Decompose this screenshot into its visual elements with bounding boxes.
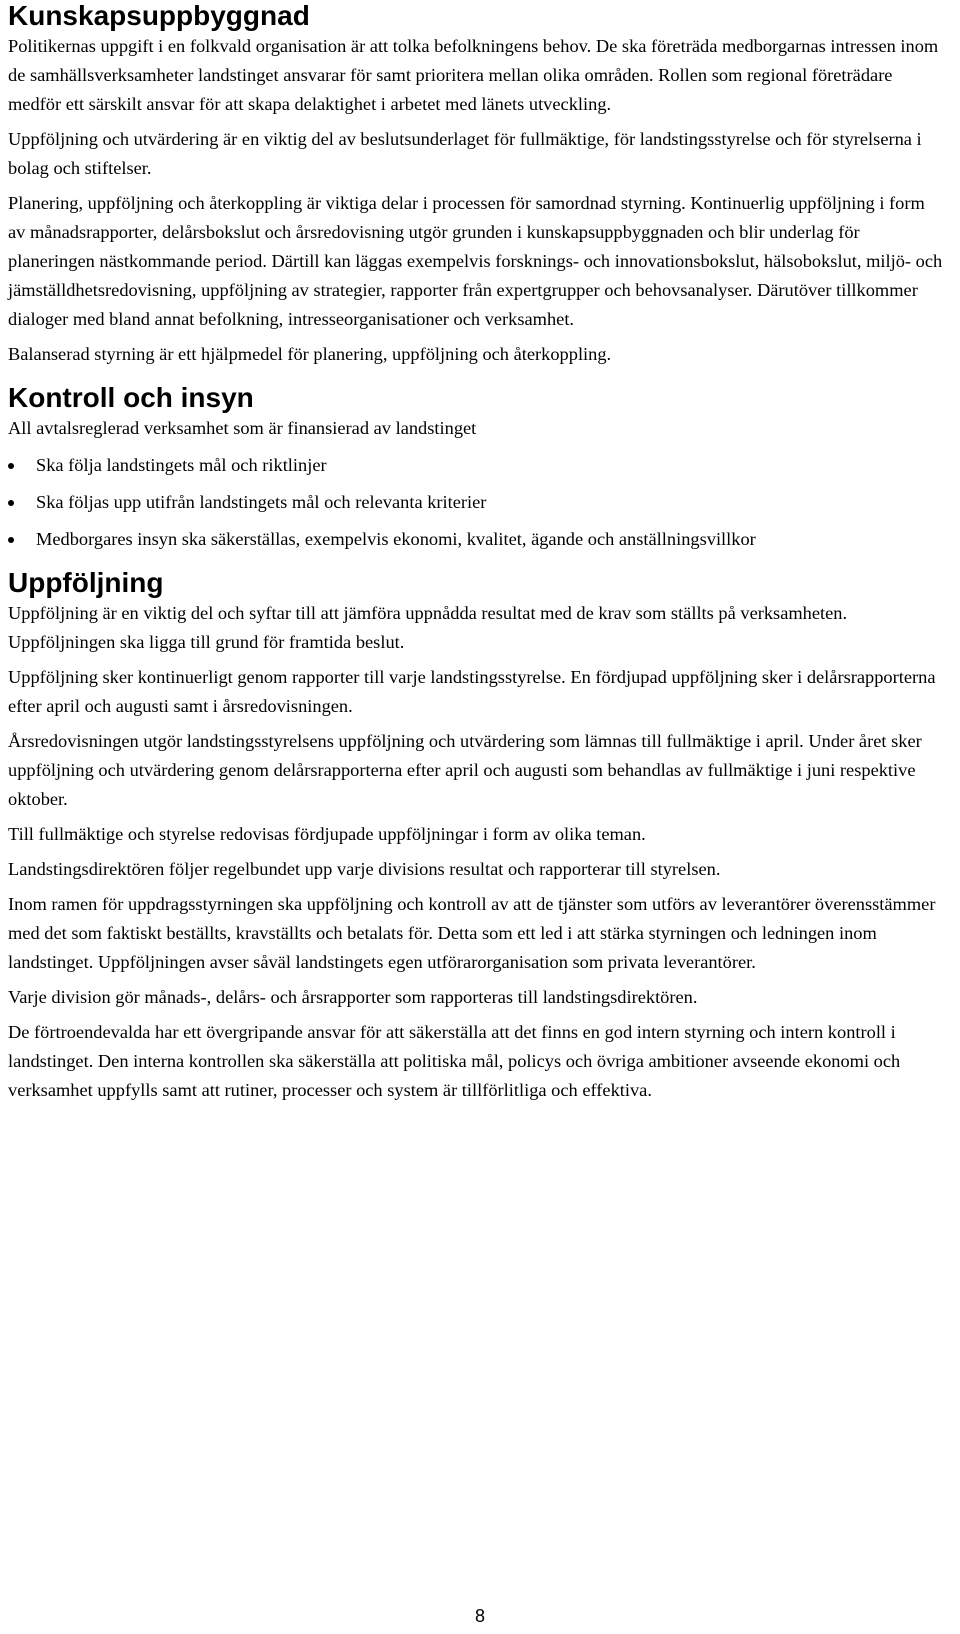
list-item-text: Ska följas upp utifrån landstingets mål och relevanta kriterier <box>36 492 487 512</box>
heading-uppfoljning: Uppföljning <box>8 567 164 598</box>
list-item <box>8 451 946 480</box>
paragraph: Till fullmäktige och styrelse redovisas fördjupade uppföljningar i form av olika teman. <box>8 824 646 844</box>
paragraph: Uppföljning och utvärdering är en viktig del av beslutsunderlaget för fullmäktige, för landstingsstyrelse och för styrelserna i bolag och stiftelser. <box>8 129 922 178</box>
paragraph: Politikernas uppgift i en folkvald organisation är att tolka befolkningens behov. De ska företräda medborgarnas intressen inom de samhällsverksamheter landstinget ansvarar för samt prioritera mellan olika områden. Rollen som regional företrädare medför ett särskilt ansvar för att skapa delaktighet i arbetet med länets utveckling. <box>8 36 939 114</box>
heading-kunskapsuppbyggnad: Kunskapsuppbyggnad <box>8 0 310 31</box>
paragraph: Planering, uppföljning och återkoppling är viktiga delar i processen för samordnad styrning. Kontinuerlig uppföljning i form av månadsrapporter, delårsbokslut och årsredovisning utgör grunden i kunskapsuppbyggnaden och blir underlag för planeringen nästkommande period. Därtill kan läggas exempelvis forsknings- och innovationsbokslut, hälsobokslut, miljö- och jämställdhetsredovisning, uppföljning av strategier, rapporter från expertgrupper och behovsanalyser. Därutöver tillkommer dialoger med bland annat befolkning, intresseorganisationer och verksamhet. <box>8 193 943 329</box>
heading-kontroll-och-insyn: Kontroll och insyn <box>8 382 254 413</box>
bullet-list <box>8 451 946 554</box>
paragraph: All avtalsreglerad verksamhet som är finansierad av landstinget <box>8 418 477 438</box>
paragraph: Landstingsdirektören följer regelbundet upp varje divisions resultat och rapporterar till styrelsen. <box>8 859 721 879</box>
bullet-icon <box>8 537 14 543</box>
bullet-icon <box>8 463 14 469</box>
paragraph: Varje division gör månads-, delårs- och årsrapporter som rapporteras till landstingsdirektören. <box>8 987 698 1007</box>
bullet-icon <box>8 500 14 506</box>
list-item <box>8 488 946 517</box>
paragraph: Uppföljning är en viktig del och syftar till att jämföra uppnådda resultat med de krav som ställts på verksamheten. Uppföljningen ska ligga till grund för framtida beslut. <box>8 603 848 652</box>
paragraph: Uppföljning sker kontinuerligt genom rapporter till varje landstingsstyrelse. En fördjupad uppföljning sker i delårsrapporterna efter april och augusti samt i årsredovisningen. <box>8 667 936 716</box>
paragraph: Balanserad styrning är ett hjälpmedel för planering, uppföljning och återkoppling. <box>8 344 612 364</box>
paragraph: De förtroendevalda har ett övergripande ansvar för att säkerställa att det finns en god intern styrning och intern kontroll i landstinget. Den interna kontrollen ska säkerställa att politiska mål, policys och övriga ambitioner avseende ekonomi och verksamhet uppfylls samt att rutiner, processer och system är tillförlitliga och effektiva. <box>8 1022 901 1100</box>
paragraph: Inom ramen för uppdragsstyrningen ska uppföljning och kontroll av att de tjänster som utförs av leverantörer överensstämmer med det som faktiskt beställts, kravställts och betalats för. Detta som ett led i att stärka styrningen och ledningen inom landstinget. Uppföljningen avser såväl landstingets egen utförarorganisation som privata leverantörer. <box>8 894 936 972</box>
list-item <box>8 525 946 554</box>
list-item-text: Medborgares insyn ska säkerställas, exempelvis ekonomi, kvalitet, ägande och anställningsvillkor <box>36 529 756 549</box>
paragraph: Årsredovisningen utgör landstingsstyrelsens uppföljning och utvärdering som lämnas till fullmäktige i april. Under året sker uppföljning och utvärdering genom delårsrapporterna efter april och augusti som behandlas av fullmäktige i juni respektive oktober. <box>8 731 922 809</box>
list-item-text: Ska följa landstingets mål och riktlinjer <box>36 455 327 475</box>
page-number: 8 <box>474 1606 485 1626</box>
